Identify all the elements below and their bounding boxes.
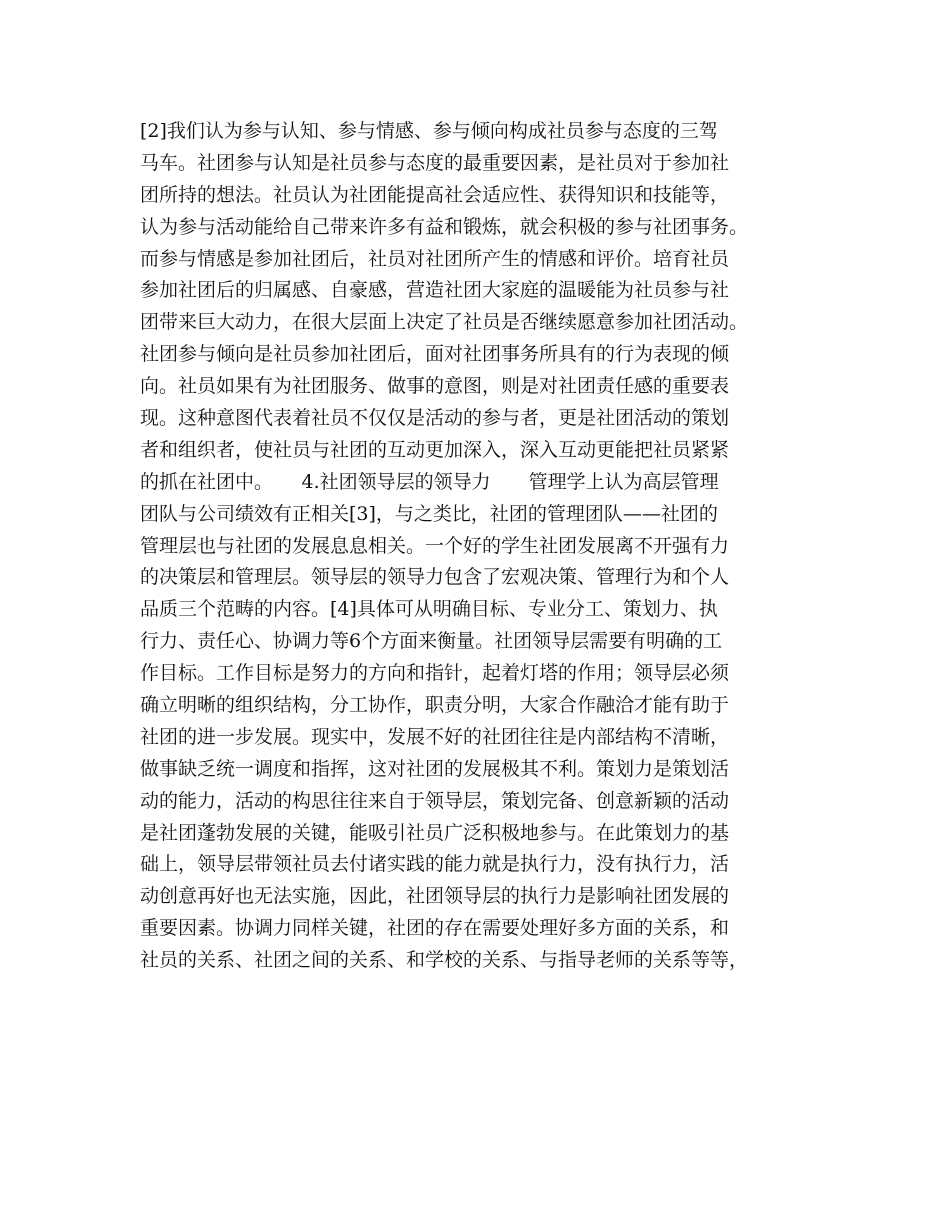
- text-line: 社团参与倾向是社员参加社团后，面对社团事务所具有的行为表现的倾: [140, 343, 730, 366]
- text-line: [2]我们认为参与认知、参与情感、参与倾向构成社员参与态度的三驾: [140, 120, 718, 142]
- text-line: 参加社团后的归属感、自豪感，营造社团大家庭的温暖能为社员参与社: [140, 279, 730, 302]
- text-line: 团带来巨大动力，在很大层面上决定了社员是否继续愿意参加社团活动。: [140, 311, 749, 334]
- text-line: 马车。社团参与认知是社员参与态度的最重要因素，是社员对于参加社: [140, 151, 730, 174]
- text-line: 确立明晰的组织结构，分工协作，职责分明，大家合作融洽才能有助于: [140, 694, 730, 717]
- text-line: 是社团蓬勃发展的关键，能吸引社员广泛积极地参与。在此策划力的基: [140, 821, 730, 844]
- text-line: 认为参与活动能给自己带来许多有益和锻炼，就会积极的参与社团事务。: [140, 215, 749, 238]
- text-line: 社团的进一步发展。现实中，发展不好的社团往往是内部结构不清晰，: [140, 725, 730, 748]
- text-line: 现。这种意图代表着社员不仅仅是活动的参与者，更是社团活动的策划: [140, 407, 730, 430]
- text-line: 团所持的想法。社员认为社团能提高社会适应性、获得知识和技能等，: [140, 183, 730, 206]
- text-line: 者和组织者，使社员与社团的互动更加深入，深入互动更能把社员紧紧: [140, 438, 730, 461]
- text-line: 向。社员如果有为社团服务、做事的意图，则是对社团责任感的重要表: [140, 375, 730, 398]
- text-line: 动创意再好也无法实施，因此，社团领导层的执行力是影响社团发展的: [140, 885, 730, 908]
- text-line: 做事缺乏统一调度和指挥，这对社团的发展极其不利。策划力是策划活: [140, 757, 730, 780]
- text-line: 的决策层和管理层。领导层的领导力包含了宏观决策、管理行为和个人: [140, 566, 730, 589]
- text-line: 作目标。工作目标是努力的方向和指针，起着灯塔的作用；领导层必须: [140, 662, 730, 685]
- text-line: 的抓在社团中。 4.社团领导层的领导力 管理学上认为高层管理: [140, 470, 719, 493]
- text-line: 社员的关系、社团之间的关系、和学校的关系、与指导老师的关系等等，: [140, 949, 749, 972]
- text-line: 础上，领导层带领社员去付诸实践的能力就是执行力，没有执行力，活: [140, 853, 730, 876]
- text-line: 团队与公司绩效有正相关[3]，与之类比，社团的管理团队——社团的: [140, 502, 718, 525]
- text-line: 行力、责任心、协调力等6个方面来衡量。社团领导层需要有明确的工: [140, 630, 723, 653]
- text-line: 动的能力，活动的构思往往来自于领导层，策划完备、创意新颖的活动: [140, 789, 730, 812]
- text-line: 而参与情感是参加社团后，社员对社团所产生的情感和评价。培育社员: [140, 247, 730, 270]
- text-line: 管理层也与社团的发展息息相关。一个好的学生社团发展离不开强有力: [140, 534, 730, 557]
- text-line: 重要因素。协调力同样关键，社团的存在需要处理好多方面的关系，和: [140, 917, 730, 940]
- body-paragraph: [140, 116, 830, 977]
- text-line: 品质三个范畴的内容。[4]具体可从明确目标、专业分工、策划力、执: [140, 598, 718, 621]
